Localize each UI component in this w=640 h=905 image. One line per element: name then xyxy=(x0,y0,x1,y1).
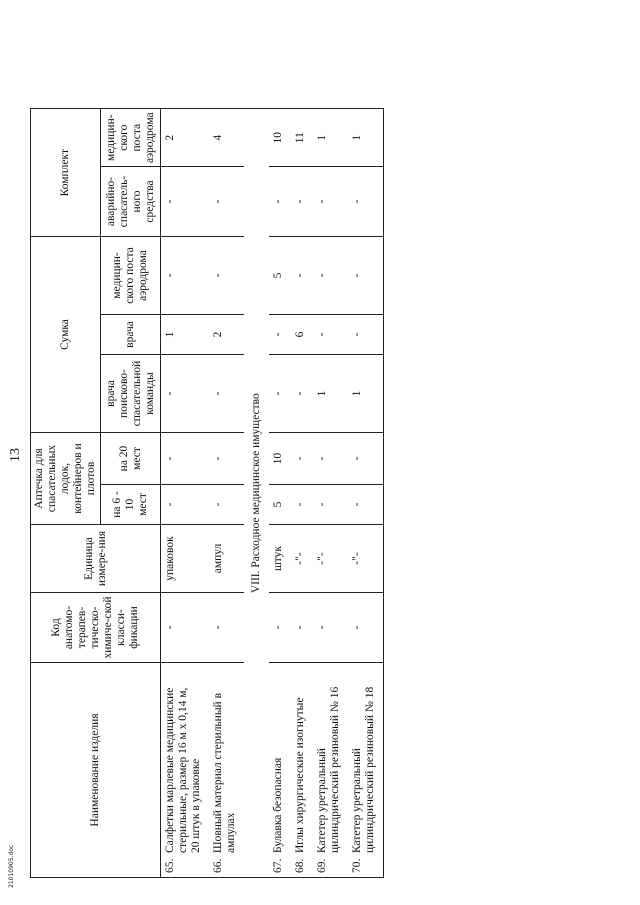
item-name-cell: 65.Салфетки марлевые медицинские стерильные, размер 16 м х 0,14 м, 20 штук в упаковке xyxy=(161,663,210,878)
section-row xyxy=(244,109,269,878)
header-bag-doctor: врача xyxy=(101,315,161,355)
header-code: Код анатомо-терапев-тическо-химиче-ской класси-фикации xyxy=(31,593,161,663)
item-name-cell: 70.Катетер уретральный цилиндрический резиновый № 18 xyxy=(348,663,384,878)
table-row: 70.Катетер уретральный цилиндрический резиновый № 18 - -"- - - 1 - - - 1 xyxy=(348,109,384,878)
header-set-emergency: аварийно-спасатель-ного средства xyxy=(101,167,161,237)
header-kit-20: на 20 мест xyxy=(101,433,161,485)
header-bag-group: Сумка xyxy=(31,237,101,433)
header-set-airfield: медицин-ского поста аэродрома xyxy=(101,109,161,167)
table-row: 66.Шовный материал стерильный в ампулах - ампул - - - 2 - - 4 xyxy=(209,109,244,878)
header-unit: Единица измере-ния xyxy=(31,525,161,593)
table-row: 69.Катетер уретральный цилиндрический резиновый № 16 - -"- - - 1 - - - 1 xyxy=(313,109,348,878)
table-row: 68.Иглы хирургические изогнутые - -"- - - - 6 - - 11 xyxy=(291,109,313,878)
table-body xyxy=(161,109,384,878)
header-name: Наименование изделия xyxy=(31,663,161,878)
item-name-cell: 68.Иглы хирургические изогнутые xyxy=(291,663,313,878)
header-bag-rescue-doctor: врача поисково-спасательной команды xyxy=(101,355,161,433)
table-header xyxy=(31,109,161,878)
item-name-cell: 66.Шовный материал стерильный в ампулах xyxy=(209,663,244,878)
header-kit-6-10: на 6 - 10 мест xyxy=(101,485,161,525)
header-kit-group: Аптечка для спасательных лодок, контейнеров и плотов xyxy=(31,433,101,525)
table-row: 67.Булавка безопасная - штук 5 10 - - 5 - 10 xyxy=(269,109,291,878)
header-set-group: Комплект xyxy=(31,109,101,237)
item-name-cell: 69.Катетер уретральный цилиндрический резиновый № 16 xyxy=(313,663,348,878)
header-bag-airfield: медицин-ского поста аэродрома xyxy=(101,237,161,315)
section-title: VIII. Расходное медицинское имущество xyxy=(244,109,269,878)
item-name-cell: 67.Булавка безопасная xyxy=(269,663,291,878)
page-number: 13 xyxy=(8,448,23,462)
table-row: 65.Салфетки марлевые медицинские стерильные, размер 16 м х 0,14 м, 20 штук в упаковке - упаковок - - - 1 - - 2 xyxy=(161,109,210,878)
file-name-footer: 21010905.doc xyxy=(8,844,15,888)
supplies-table xyxy=(30,108,384,878)
